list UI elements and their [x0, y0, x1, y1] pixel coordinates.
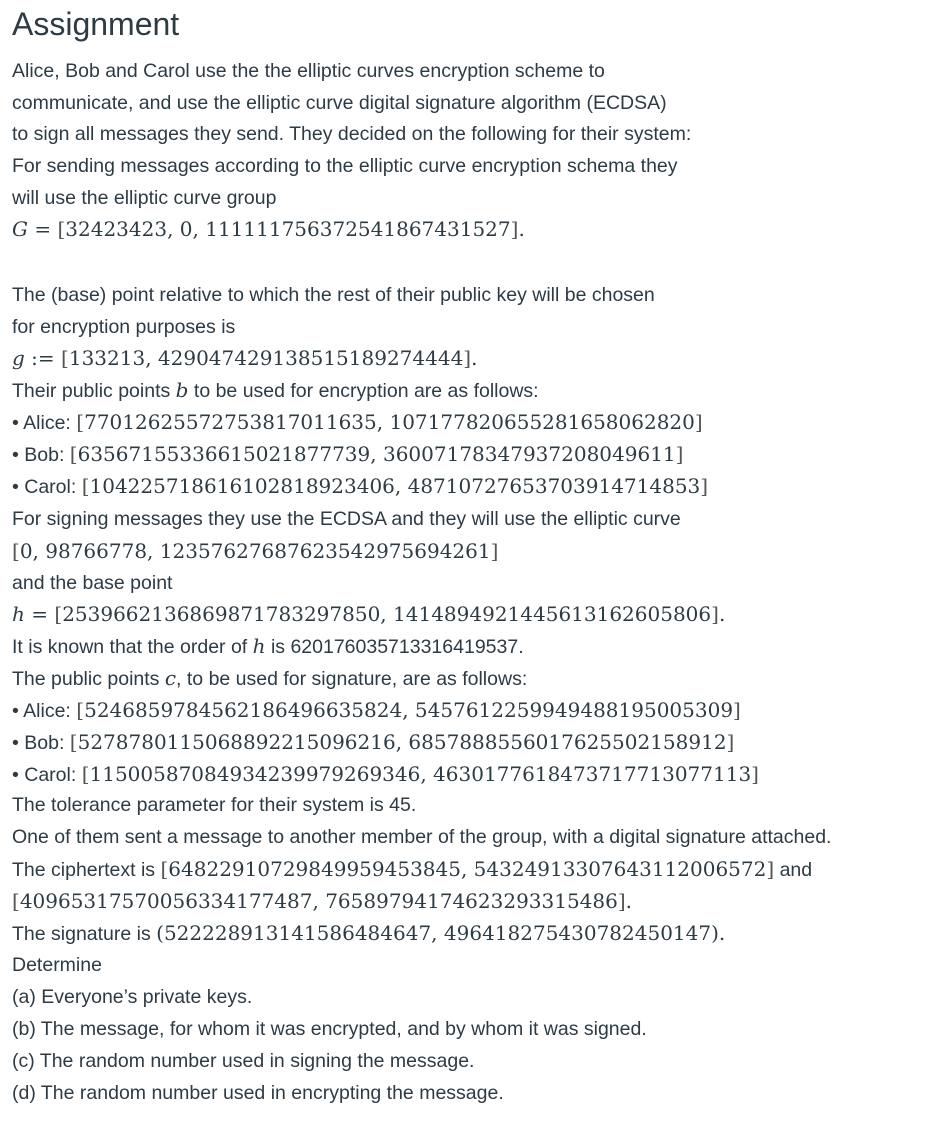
base-value: 133213, 429047429138515189274444	[68, 346, 464, 370]
h-end: .	[718, 602, 726, 626]
tolerance-line: The tolerance parameter for their system is 45.	[12, 794, 417, 816]
sign-curve-intro: For signing messages they use the ECDSA and they will use the elliptic curve	[12, 508, 681, 530]
base-op: :=	[24, 346, 62, 370]
cipher-pre: The ciphertext is	[12, 859, 161, 881]
enc-point-value: 104225718616102818923406, 48710727653703914714853	[89, 474, 701, 498]
enc-point-value: 77012625572753817011635, 107177820655281658062820	[84, 410, 695, 434]
enc-point-bob: • Bob: [63567155336615021877739, 36007178347937208049611]	[12, 442, 684, 466]
enc-intro-var: b	[175, 378, 189, 402]
signature-value: (522228913141586484647, 496418275430782450147).	[156, 921, 726, 945]
question-c: (c) The random number used in signing the message.	[12, 1050, 475, 1072]
enc-points-intro	[12, 374, 539, 406]
sig-intro-var: c	[164, 666, 177, 690]
group-equation: G = [32423423, 0, 111111756372541867431527].	[12, 217, 525, 241]
group-op: =	[27, 217, 58, 241]
base-point-intro: and the base point	[12, 572, 173, 594]
group-end: .	[518, 217, 525, 241]
cipher-end: .	[625, 889, 633, 913]
group-value: 32423423, 0, 111111756372541867431527	[65, 217, 511, 241]
enc-point-name: • Bob:	[12, 444, 70, 466]
sig-point-value: 52787801150688922150962​16, 68578885560176255021589​12	[77, 730, 727, 754]
ciphertext-line-2: [409653175700563341774​87, 765897941746232933154​86].	[12, 889, 633, 913]
sent-line: One of them sent a message to another member of the group, with a digital signature attached.	[12, 826, 832, 848]
order-line	[12, 630, 524, 662]
question-d: (d) The random number used in encrypting the message.	[12, 1082, 504, 1104]
base-intro-line-2: for encryption purposes is	[12, 316, 236, 338]
cipher-value-1: 648229107298499594538​45, 543249133076431120065​72	[168, 857, 767, 881]
base-end: .	[471, 346, 478, 370]
enc-intro-pre: Their public points	[12, 380, 176, 402]
question-a: (a) Everyone’s private keys.	[12, 986, 253, 1008]
sig-point-bob: • Bob: [52787801150688922150962​16, 68578885560176255021589​12]	[12, 730, 735, 754]
signature-pre: The signature is	[12, 923, 157, 945]
group-var: G	[12, 217, 28, 241]
h-equation: h = [25396621368698717832978​50, 141489492144561316260​5806].	[12, 602, 726, 626]
enc-point-name: • Carol:	[12, 476, 82, 498]
enc-point-carol: • Carol: [104225718616102818923406, 48710727653703914714853]	[12, 474, 709, 498]
signature-line	[12, 917, 725, 949]
enc-point-name: • Alice:	[12, 412, 77, 434]
base-var: g	[12, 346, 25, 370]
cipher-value-2: 409653175700563341774​87, 765897941746232933154​86	[19, 889, 618, 913]
enc-point-alice: • Alice: [77012625572753817011635, 107177820655281658062820]	[12, 410, 703, 434]
h-var: h	[12, 602, 25, 626]
sig-point-value: 11500587084934239979269​346, 46301776184737177130771​13	[89, 762, 752, 786]
sig-intro-post: , to be used for signature, are as follows:	[176, 668, 528, 690]
order-pre: It is known that the order of	[12, 636, 253, 658]
sig-intro-pre: The public points	[12, 668, 165, 690]
page-title: Assignment	[12, 6, 180, 42]
base-point-equation: g := [133213, 429047429138515189274444].	[12, 346, 478, 370]
determine-heading: Determine	[12, 954, 102, 976]
question-b: (b) The message, for whom it was encrypted, and by whom it was signed.	[12, 1018, 647, 1040]
order-var: h	[252, 634, 266, 658]
base-intro-line-1: The (base) point relative to which the rest of their public key will be chosen	[12, 284, 655, 306]
sig-point-name: • Bob:	[12, 732, 70, 754]
ciphertext-line: The ciphertext is [648229107298499594538​45, 543249133076431120065​72] and	[12, 857, 813, 881]
intro-line-2: communicate, and use the elliptic curve digital signature algorithm (ECDSA)	[12, 92, 667, 114]
h-op: =	[24, 602, 55, 626]
sig-point-name: • Carol:	[12, 764, 82, 786]
intro-line-1: Alice, Bob and Carol use the the elliptic curves encryption scheme to	[12, 60, 605, 82]
sig-point-carol: • Carol: [11500587084934239979269​346, 46301776184737177130771​13]	[12, 762, 759, 786]
sig-points-intro	[12, 662, 527, 694]
h-value: 25396621368698717832978​50, 141489492144561316260​5806	[62, 602, 712, 626]
intro-line-5: will use the elliptic curve group	[12, 187, 277, 209]
enc-intro-post: to be used for encryption are as follows:	[188, 380, 539, 402]
intro-line-4: For sending messages according to the elliptic curve encryption schema they	[12, 155, 678, 177]
sig-point-alice: • Alice: [52468597845621864966358​24, 54576122599494881950053​09]	[12, 698, 741, 722]
cipher-mid: and	[774, 859, 813, 881]
sig-point-name: • Alice:	[12, 700, 77, 722]
sign-curve-value: 0, 98766778, 123576276876235429756942​61	[19, 539, 491, 563]
enc-point-value: 63567155336615021877739, 36007178347937208049611	[77, 442, 676, 466]
intro-line-3: to sign all messages they send. They decided on the following for their system:	[12, 123, 692, 145]
sign-curve: [0, 98766778, 123576276876235429756942​61]	[12, 539, 499, 563]
sig-point-value: 52468597845621864966358​24, 54576122599494881950053​09	[84, 698, 734, 722]
order-post: is 620176035713316419537.	[265, 636, 524, 658]
